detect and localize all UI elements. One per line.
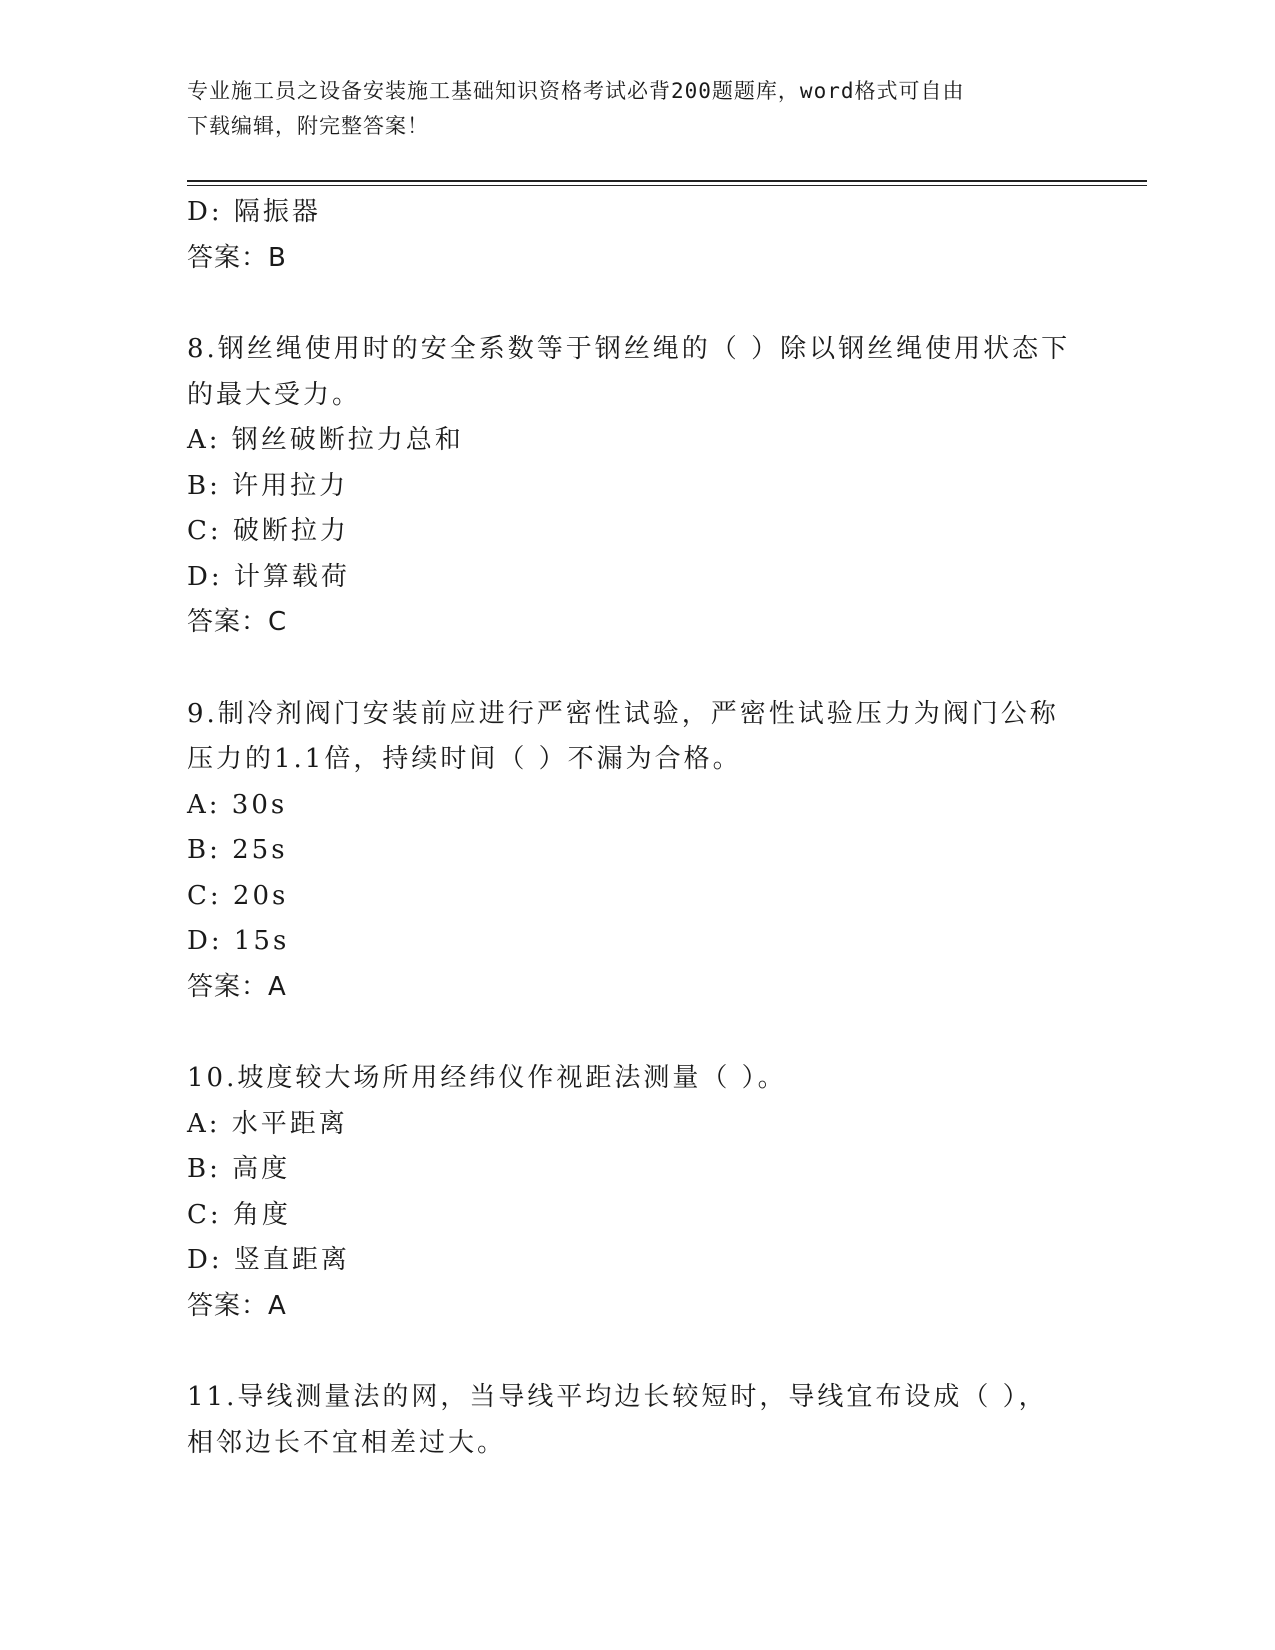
prev-option-d: D: 隔振器 [187, 197, 321, 227]
answer: 答案：A [187, 1290, 287, 1321]
option-b: B: 25s [187, 835, 288, 865]
option-d: D: 计算载荷 [187, 561, 350, 592]
question-content [187, 190, 1087, 1466]
option-d: D: 竖直距离 [187, 1245, 350, 1275]
answer: 答案：C [187, 607, 288, 637]
answer: 答案：A [187, 971, 287, 1002]
spacer [187, 646, 1087, 692]
option-a: A: 30s [187, 789, 288, 820]
header-line-2: 下载编辑，附完整答案！ [187, 114, 429, 138]
header-rule-thin [187, 185, 1147, 186]
question-8 [187, 327, 1087, 646]
question-11 [187, 1375, 1087, 1466]
question-text-line: 相邻边长不宜相差过大。 [187, 1427, 507, 1458]
prev-answer: 答案：B [187, 242, 287, 273]
option-d: D: 15s [187, 926, 290, 956]
question-text-line: 9.制冷剂阀门安装前应进行严密性试验，严密性试验压力为阀门公称 [187, 698, 1059, 729]
question-10 [187, 1056, 1087, 1329]
option-b: B: 许用拉力 [187, 470, 349, 501]
option-a: A: 水平距离 [187, 1108, 348, 1139]
option-a: A: 钢丝破断拉力总和 [187, 425, 464, 455]
option-b: B: 高度 [187, 1154, 291, 1184]
question-9 [187, 692, 1087, 1011]
spacer [187, 281, 1087, 327]
header-rule-thick [187, 180, 1147, 182]
question-text-line: 11.导线测量法的网，当导线平均边长较短时，导线宜布设成（ ）， [187, 1382, 1048, 1412]
question-text-line: 的最大受力。 [187, 379, 362, 410]
option-c: C: 20s [187, 880, 289, 911]
option-c: C: 破断拉力 [187, 516, 349, 546]
header-line-1: 专业施工员之设备安装施工基础知识资格考试必背200题题库，word格式可自由 [187, 79, 965, 103]
question-text-line: 压力的1.1倍，持续时间（ ）不漏为合格。 [187, 744, 742, 774]
spacer [187, 1010, 1087, 1056]
question-text-line: 10.坡度较大场所用经纬仪作视距法测量（ ）。 [187, 1063, 787, 1093]
option-c: C: 角度 [187, 1199, 291, 1230]
spacer [187, 1329, 1087, 1375]
document-header [187, 74, 1067, 144]
question-text-line: 8.钢丝绳使用时的安全系数等于钢丝绳的（ ）除以钢丝绳使用状态下 [187, 334, 1071, 364]
